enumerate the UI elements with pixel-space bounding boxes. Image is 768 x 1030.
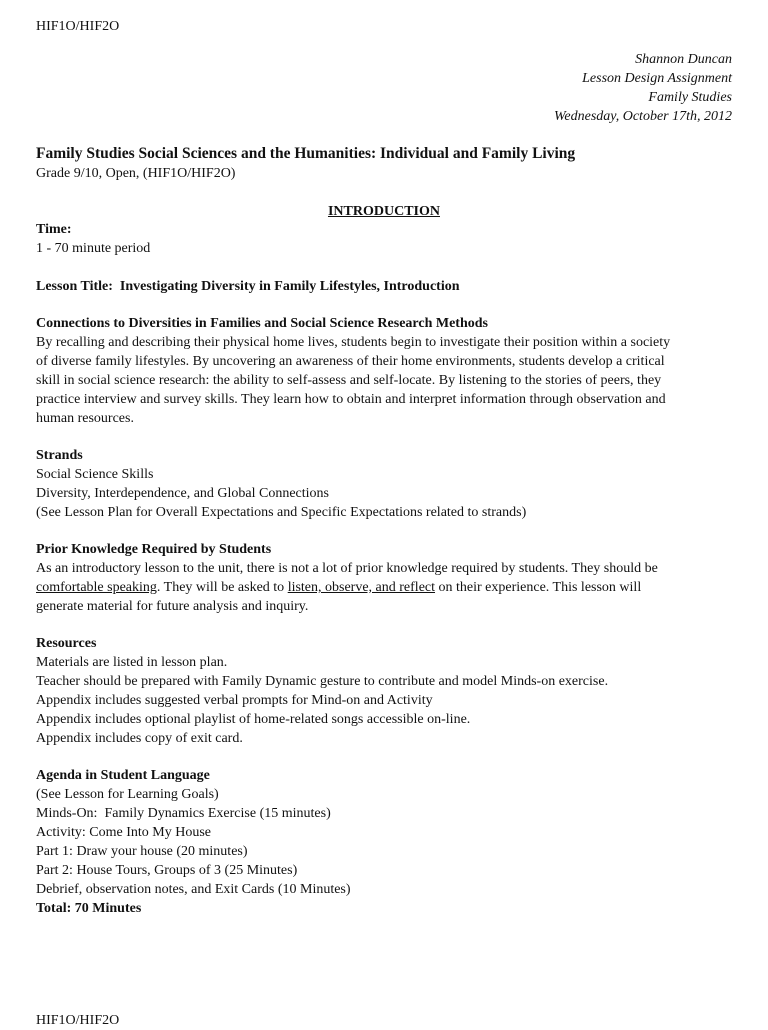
resource-item: Appendix includes suggested verbal prompts for Mind-on and Activity — [36, 693, 433, 708]
lesson-title-value: Investigating Diversity in Family Lifestyles, Introduction — [119, 279, 460, 294]
strands-heading: Strands — [36, 448, 83, 463]
connections-line: human resources. — [36, 411, 134, 426]
resource-item: Teacher should be prepared with Family Dynamic gesture to contribute and model Minds-on exercise. — [36, 674, 609, 689]
prior-knowledge-heading: Prior Knowledge Required by Students — [36, 542, 272, 557]
connections-paragraph — [36, 333, 732, 428]
resource-item: Appendix includes optional playlist of home-related songs accessible on-line. — [36, 712, 471, 727]
agenda-item: Minds-On: Family Dynamics Exercise (15 minutes) — [36, 806, 331, 821]
footer-course-code: HIF1O/HIF2O — [36, 1013, 120, 1028]
prior-knowledge-paragraph — [36, 559, 732, 616]
prior-knowledge-line: As an introductory lesson to the unit, there is not a lot of prior knowledge required by students. They should be — [36, 561, 658, 576]
strands-list — [36, 465, 732, 522]
connections-line: of diverse family lifestyles. By uncovering an awareness of their home environments, students develop a critical — [36, 354, 665, 369]
prior-knowledge-line: generate material for future analysis and inquiry. — [36, 599, 309, 614]
resources-list — [36, 653, 732, 748]
connections-heading: Connections to Diversities in Families and Social Science Research Methods — [36, 316, 488, 331]
agenda-total: Total: 70 Minutes — [36, 901, 142, 916]
underlined-phrase: listen, observe, and reflect — [287, 580, 436, 595]
connections-line: skill in social science research: the ability to self-assess and self-locate. By listening to the stories of peers, they — [36, 373, 662, 388]
subject-name: Family Studies — [648, 90, 732, 105]
header-course-code: HIF1O/HIF2O — [36, 19, 120, 34]
time-label: Time: — [36, 222, 72, 237]
time-value: 1 - 70 minute period — [36, 241, 151, 256]
assignment-name: Lesson Design Assignment — [582, 71, 732, 86]
agenda-heading: Agenda in Student Language — [36, 768, 210, 783]
agenda-item: Part 2: House Tours, Groups of 3 (25 Minutes) — [36, 863, 298, 878]
section-heading: INTRODUCTION — [327, 204, 440, 219]
agenda-item: Debrief, observation notes, and Exit Cards (10 Minutes) — [36, 882, 351, 897]
agenda-item: Part 1: Draw your house (20 minutes) — [36, 844, 248, 859]
prior-knowledge-line: comfortable speaking. They will be asked to listen, observe, and reflect on their experience. This lesson will — [36, 580, 642, 595]
resource-item: Materials are listed in lesson plan. — [36, 655, 228, 670]
strand-item: (See Lesson Plan for Overall Expectations and Specific Expectations related to strands) — [36, 505, 527, 520]
connections-line: By recalling and describing their physical home lives, students begin to investigate their position within a society — [36, 335, 671, 350]
author-name: Shannon Duncan — [635, 52, 732, 67]
document-title: Family Studies Social Sciences and the Humanities: Individual and Family Living — [36, 145, 576, 162]
agenda-list — [36, 785, 732, 918]
resource-item: Appendix includes copy of exit card. — [36, 731, 243, 746]
agenda-item: Activity: Come Into My House — [36, 825, 211, 840]
lesson-title — [36, 277, 460, 296]
document-subtitle: Grade 9/10, Open, (HIF1O/HIF2O) — [36, 166, 236, 181]
strand-item: Diversity, Interdependence, and Global Connections — [36, 486, 330, 501]
lesson-title-label: Lesson Title: — [36, 279, 113, 294]
underlined-phrase: comfortable speaking — [36, 580, 157, 595]
resources-heading: Resources — [36, 636, 97, 651]
document-date: Wednesday, October 17th, 2012 — [554, 109, 732, 124]
strand-item: Social Science Skills — [36, 467, 154, 482]
agenda-item: (See Lesson for Learning Goals) — [36, 787, 219, 802]
connections-line: practice interview and survey skills. They learn how to obtain and interpret information through observation and — [36, 392, 666, 407]
